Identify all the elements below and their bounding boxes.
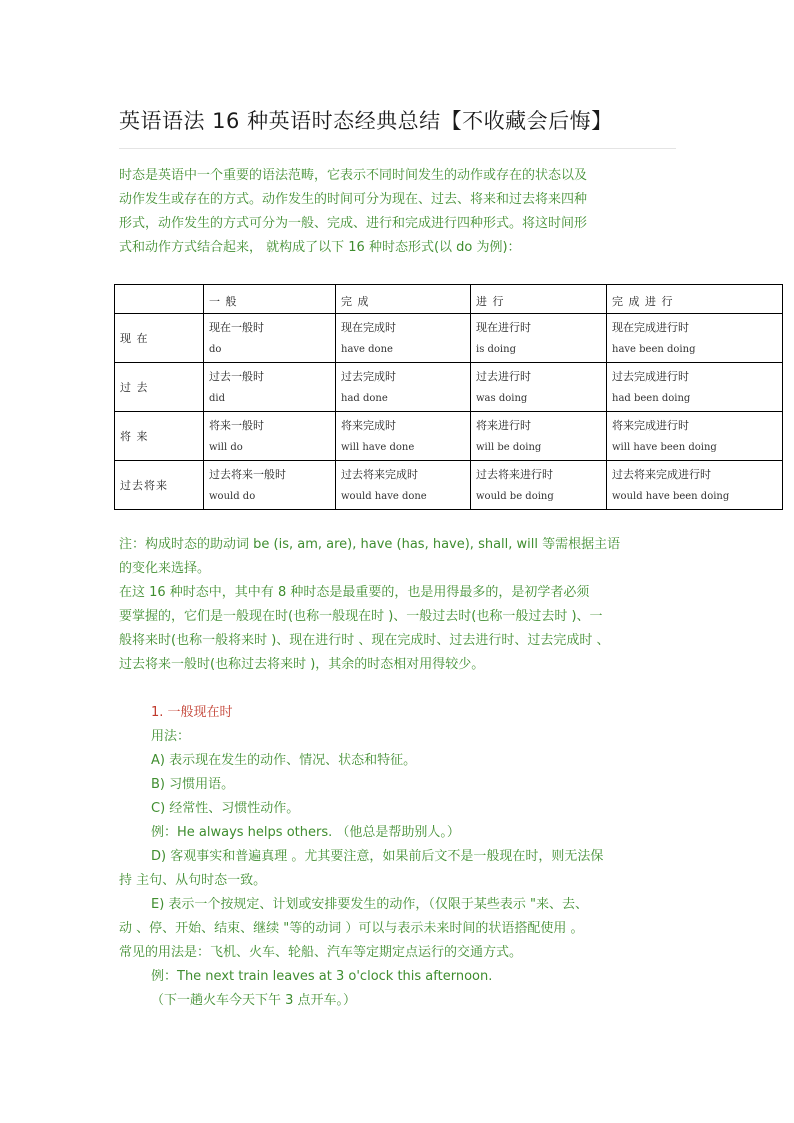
table-cell xyxy=(471,363,607,412)
tense-name: 过去将来一般时 xyxy=(209,467,286,481)
table-cell xyxy=(607,461,783,510)
section-line: A) 表示现在发生的动作、情况、状态和特征。 xyxy=(151,753,417,768)
notes-line: 的变化来选择。 xyxy=(119,561,211,576)
notes-line: 在这 16 种时态中，其中有 8 种时态是最重要的，也是用得最多的，是初学者必须 xyxy=(119,585,590,600)
row-label: 将 来 xyxy=(115,412,204,461)
tense-name: 现在进行时 xyxy=(476,320,531,334)
tense-form: was doing xyxy=(476,392,528,404)
tense-form: will have done xyxy=(341,441,415,453)
table-header-row xyxy=(115,285,783,314)
tense-form: is doing xyxy=(476,343,516,355)
header-cell: 完 成 进 行 xyxy=(607,285,783,314)
notes-paragraph xyxy=(119,533,681,677)
tense-name: 过去一般时 xyxy=(209,369,264,383)
tense-table xyxy=(114,284,783,510)
tense-form: will do xyxy=(209,441,243,453)
table-cell xyxy=(607,412,783,461)
table-cell xyxy=(607,363,783,412)
tense-form: would be doing xyxy=(476,490,554,502)
table-cell xyxy=(204,314,336,363)
section-line: 例：He always helps others. （他总是帮助别人。） xyxy=(151,825,460,840)
tense-name: 现在一般时 xyxy=(209,320,264,334)
notes-line: 过去将来一般时(也称过去将来时 )，其余的时态相对用得较少。 xyxy=(119,657,485,672)
table-cell xyxy=(336,363,471,412)
section-line: E) 表示一个按规定、计划或安排要发生的动作，（仅限于某些表示 "来、去、 xyxy=(151,897,589,912)
tense-form: will be doing xyxy=(476,441,542,453)
tense-form: will have been doing xyxy=(612,441,717,453)
row-label: 过去将来 xyxy=(115,461,204,510)
table-row xyxy=(115,363,783,412)
table-row xyxy=(115,314,783,363)
tense-form: did xyxy=(209,392,226,404)
tense-form: have been doing xyxy=(612,343,696,355)
header-cell: 完 成 xyxy=(336,285,471,314)
section-present-simple xyxy=(119,701,681,1013)
intro-line: 动作发生或存在的方式。动作发生的时间可分为现在、过去、将来和过去将来四种 xyxy=(119,192,588,207)
notes-line: 般将来时(也称一般将来时 )、现在进行时 、现在完成时、过去进行时、过去完成时 、 xyxy=(119,633,610,648)
tense-name: 过去完成时 xyxy=(341,369,396,383)
table-cell xyxy=(204,461,336,510)
table-cell xyxy=(336,412,471,461)
intro-paragraph xyxy=(119,164,679,260)
tense-form: have done xyxy=(341,343,393,355)
table-cell xyxy=(471,412,607,461)
section-line: D) 客观事实和普遍真理 。尤其要注意，如果前后文不是一般现在时，则无法保 xyxy=(151,849,604,864)
header-cell: 进 行 xyxy=(471,285,607,314)
section-line: B) 习惯用语。 xyxy=(151,777,235,792)
table-row xyxy=(115,461,783,510)
tense-name: 将来一般时 xyxy=(209,418,264,432)
row-label: 过 去 xyxy=(115,363,204,412)
intro-line: 时态是英语中一个重要的语法范畴，它表示不同时间发生的动作或存在的状态以及 xyxy=(119,168,588,183)
title-divider xyxy=(119,148,676,149)
table-row xyxy=(115,412,783,461)
header-cell: 一 般 xyxy=(204,285,336,314)
table-cell xyxy=(336,461,471,510)
page-title: 英语语法 16 种英语时态经典总结【不收藏会后悔】 xyxy=(119,109,613,133)
table-cell xyxy=(204,412,336,461)
section-line: C) 经常性、习惯性动作。 xyxy=(151,801,300,816)
tense-name: 现在完成进行时 xyxy=(612,320,689,334)
tense-name: 过去进行时 xyxy=(476,369,531,383)
tense-form: had been doing xyxy=(612,392,691,404)
tense-form: had done xyxy=(341,392,388,404)
section-heading: 1. 一般现在时 xyxy=(151,705,233,720)
tense-name: 将来完成时 xyxy=(341,418,396,432)
intro-line: 形式，动作发生的方式可分为一般、完成、进行和完成进行四种形式。将这时间形 xyxy=(119,216,588,231)
table-cell xyxy=(204,363,336,412)
notes-line: 要掌握的，它们是一般现在时(也称一般现在时 )、一般过去时(也称一般过去时 )、一 xyxy=(119,609,603,624)
tense-name: 过去完成进行时 xyxy=(612,369,689,383)
tense-name: 将来完成进行时 xyxy=(612,418,689,432)
section-line: 持 主句、从句时态一致。 xyxy=(119,873,267,888)
tense-form: would do xyxy=(209,490,256,502)
section-line: 动 、停、开始、结束、继续 "等的动词 ）可以与表示未来时间的状语搭配使用 。 xyxy=(119,921,584,936)
section-line: 用法： xyxy=(151,729,191,744)
section-line: 常见的用法是：飞机、火车、轮船、汽车等定期定点运行的交通方式。 xyxy=(119,945,523,960)
notes-line: 注：构成时态的助动词 be (is, am, are), have (has, have), shall, will 等需根据主语 xyxy=(119,537,621,552)
row-label: 现 在 xyxy=(115,314,204,363)
tense-form: would have done xyxy=(341,490,427,502)
tense-name: 过去将来完成进行时 xyxy=(612,467,711,481)
tense-name: 将来进行时 xyxy=(476,418,531,432)
table-cell xyxy=(607,314,783,363)
tense-form: would have been doing xyxy=(612,490,730,502)
intro-line: 式和动作方式结合起来， 就构成了以下 16 种时态形式(以 do 为例)： xyxy=(119,240,521,255)
section-line: （下一趟火车今天下午 3 点开车。） xyxy=(151,993,357,1008)
section-line: 例：The next train leaves at 3 o'clock this afternoon. xyxy=(151,969,493,984)
table-cell xyxy=(471,314,607,363)
tense-form: do xyxy=(209,343,222,355)
tense-name: 现在完成时 xyxy=(341,320,396,334)
tense-name: 过去将来进行时 xyxy=(476,467,553,481)
tense-name: 过去将来完成时 xyxy=(341,467,418,481)
table-cell xyxy=(336,314,471,363)
table-cell xyxy=(471,461,607,510)
header-cell xyxy=(115,285,204,314)
